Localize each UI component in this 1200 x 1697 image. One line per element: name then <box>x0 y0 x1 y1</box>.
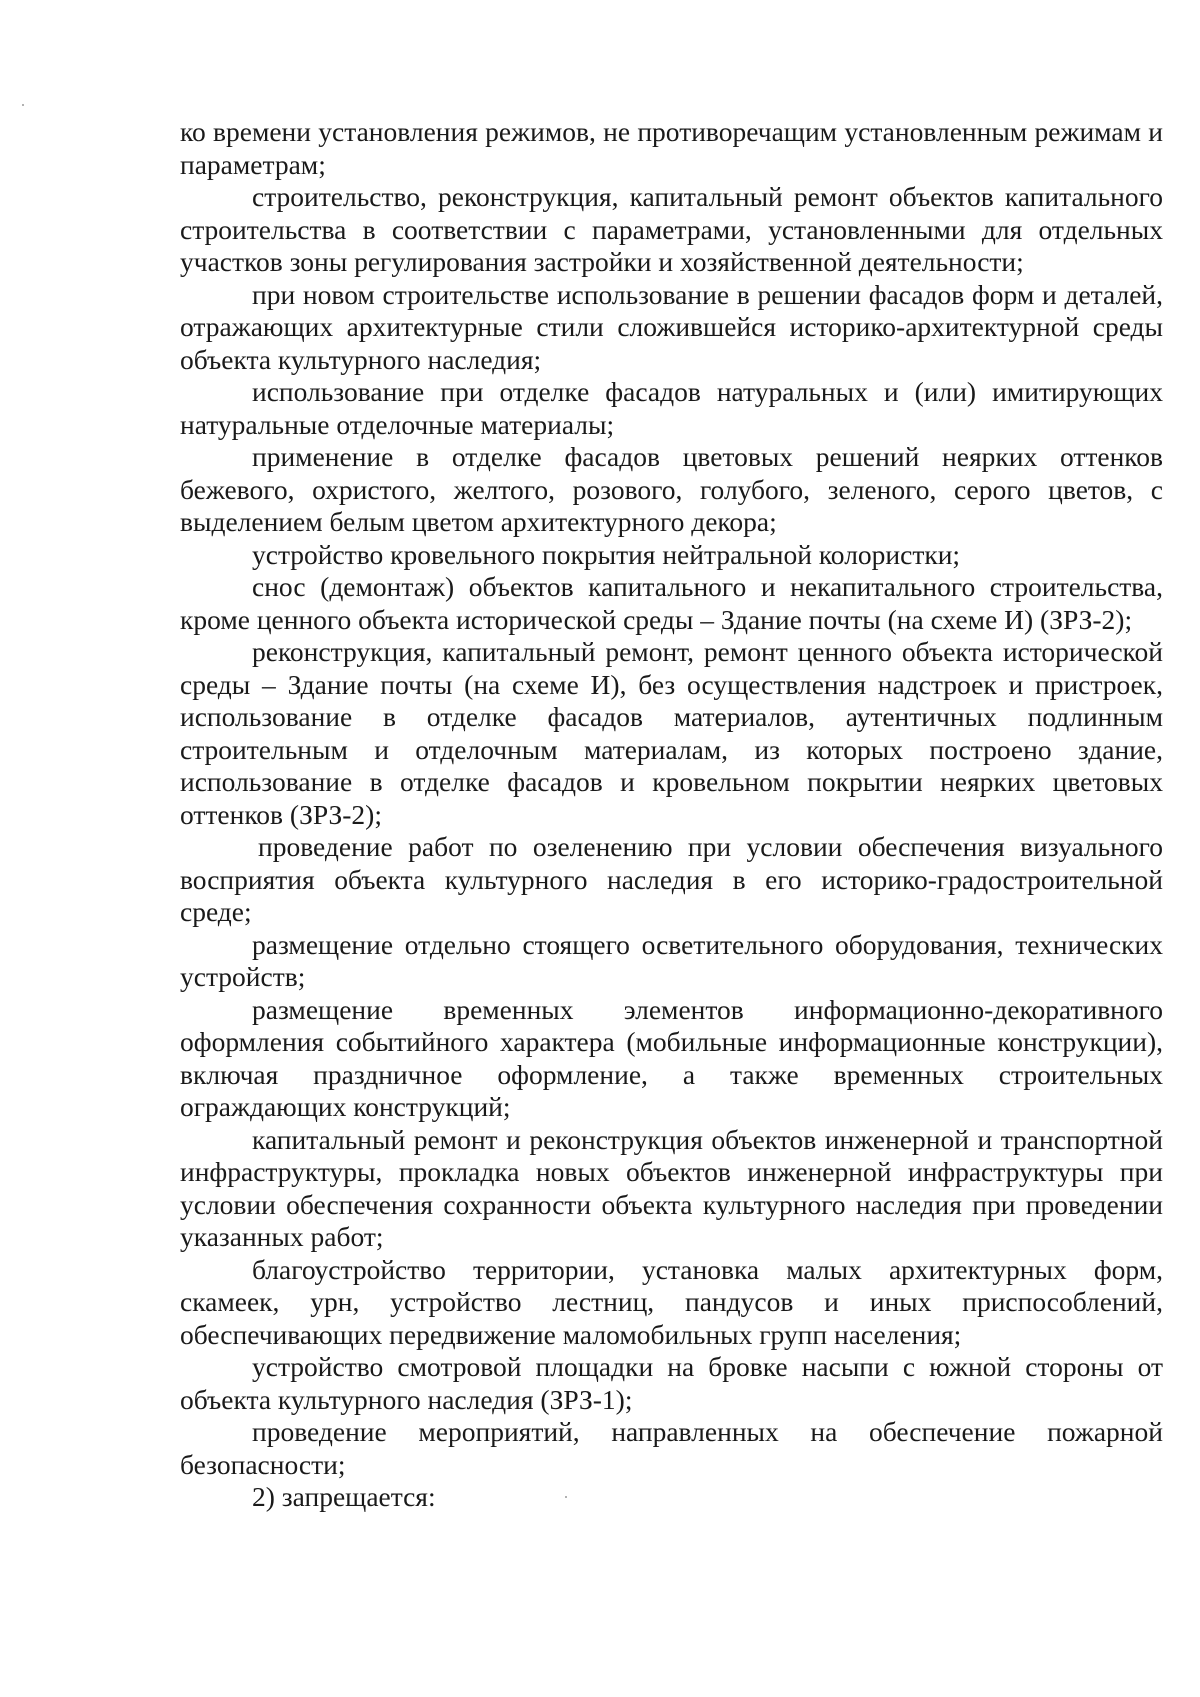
paragraph-temporary-elements: размещение временных элементов информационно-декоративного оформления событийного характера (мобильные информационные конструкции), включая праздничное оформление, а также временных строительных ограждающих конструкций; <box>180 993 1163 1122</box>
paragraph-observation-deck: устройство смотровой площадки на бровке насыпи с южной стороны от объекта культурного наследия (ЗРЗ-1); <box>180 1351 1163 1415</box>
paragraph-improvement: благоустройство территории, установка малых архитектурных форм, скамеек, урн, устройство лестниц, пандусов и иных приспособлений, обеспечивающих передвижение маломобильных групп населения; <box>180 1253 1163 1350</box>
paragraph-fire-safety: проведение мероприятий, направленных на обеспечение пожарной безопасности; <box>180 1416 1163 1480</box>
paragraph-continuation: ко времени установления режимов, не противоречащим установленным режимам и параметрам; <box>180 116 1163 180</box>
paragraph-new-construction-facades: при новом строительстве использование в решении фасадов форм и деталей, отражающих архитектурные стили сложившейся историко-архитектурной среды объекта культурного наследия; <box>180 278 1163 375</box>
paragraph-lighting: размещение отдельно стоящего осветительного оборудования, технических устройств; <box>180 928 1163 992</box>
paragraph-landscaping: проведение работ по озеленению при условии обеспечения визуального восприятия объекта культурного наследия в его историко-градостроительной среде; <box>180 831 1163 927</box>
paragraph-roofing: устройство кровельного покрытия нейтральной колористки; <box>252 538 961 570</box>
document-body <box>180 116 1163 1514</box>
paragraph-facade-colors: применение в отделке фасадов цветовых решений неярких оттенков бежевого, охристого, желтого, розового, голубого, зеленого, серого цветов, с выделением белым цветом архитектурного декора; <box>180 441 1163 537</box>
paragraph-construction-reconstruction: строительство, реконструкция, капитальный ремонт объектов капитального строительства в соответствии с параметрами, установленными для отдельных участков зоны регулирования застройки и хозяйственной деятельности; <box>180 181 1163 277</box>
scan-speck <box>22 104 24 106</box>
paragraph-natural-materials: использование при отделке фасадов натуральных и (или) имитирующих натуральные отделочные материалы; <box>180 376 1163 440</box>
paragraph-prohibited-heading: 2) запрещается: <box>252 1481 436 1512</box>
paragraph-post-office-repair: реконструкция, капитальный ремонт, ремонт ценного объекта исторической среды – Здание почты (на схеме И), без осуществления надстроек и пристроек, использование в отделке фасадов материалов, аутентичных подлинным строительным и отделочным материалам, из которых построено здание, использование в отделке фасадов и кровельном покрытии неярких цветовых оттенков (ЗРЗ-2); <box>180 636 1163 830</box>
paragraph-infrastructure: капитальный ремонт и реконструкция объектов инженерной и транспортной инфраструктуры, прокладка новых объектов инженерной инфраструктуры при условии обеспечения сохранности объекта культурного наследия при проведении указанных работ; <box>180 1123 1163 1252</box>
paragraph-demolition: снос (демонтаж) объектов капитального и некапитального строительства, кроме ценного объекта исторической среды – Здание почты (на схеме И) (ЗРЗ-2); <box>180 571 1163 635</box>
